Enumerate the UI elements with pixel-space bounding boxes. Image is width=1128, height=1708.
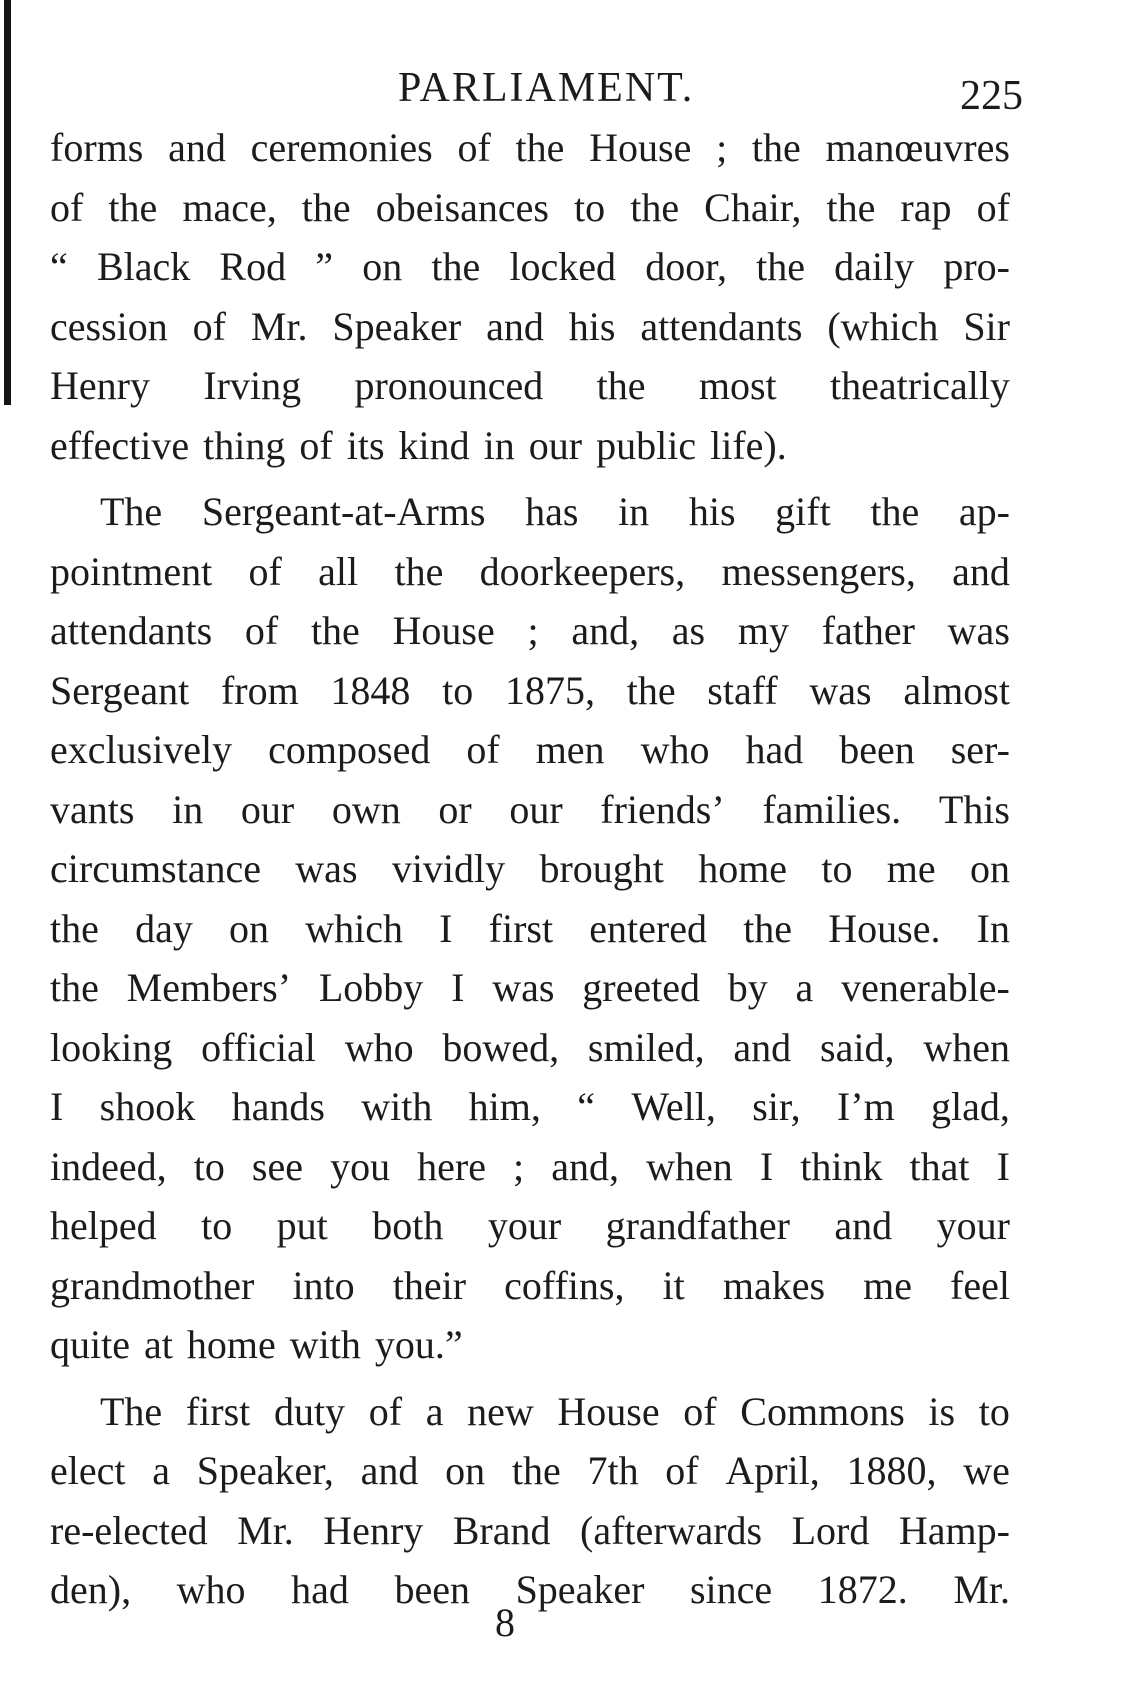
text-line: indeed, to see you here ; and, when I think that I <box>50 1143 1010 1189</box>
text-line: “ Black Rod ” on the locked door, the daily pro- <box>50 244 1010 289</box>
text-line: pointment of all the doorkeepers, messengers, and <box>50 548 1010 594</box>
text-line: cession of Mr. Speaker and his attendants (which Sir <box>50 303 1010 349</box>
text-line: grandmother into their coffins, it makes me feel <box>50 1262 1010 1308</box>
text-line: den), who had been Speaker since 1872. Mr. <box>50 1567 1010 1612</box>
page-header <box>0 58 1128 118</box>
text-line: re-elected Mr. Henry Brand (afterwards Lord Hamp- <box>50 1507 1010 1553</box>
text-line: The first duty of a new House of Commons is to <box>100 1388 1010 1434</box>
text-line: vants in our own or our friends’ families. This <box>50 786 1010 832</box>
page-number: 225 <box>960 73 1023 119</box>
text-line: the Members’ Lobby I was greeted by a venerable- <box>50 965 1010 1010</box>
text-line: elect a Speaker, and on the 7th of April, 1880, we <box>50 1448 1010 1493</box>
text-line: I shook hands with him, “ Well, sir, I’m glad, <box>50 1084 1010 1129</box>
text-line: circumstance was vividly brought home to me on <box>50 846 1010 891</box>
body-text <box>50 118 1010 1620</box>
text-line: of the mace, the obeisances to the Chair, the rap of <box>50 184 1010 230</box>
text-line: forms and ceremonies of the House ; the manœuvres <box>50 125 1010 170</box>
text-line: exclusively composed of men who had been ser- <box>50 727 1010 772</box>
text-line: quite at home with you.” <box>50 1322 463 1367</box>
running-head: PARLIAMENT. <box>398 65 695 111</box>
text-line: the day on which I first entered the House. In <box>50 905 1010 951</box>
text-line: looking official who bowed, smiled, and said, when <box>50 1024 1010 1070</box>
text-line: Sergeant from 1848 to 1875, the staff was almost <box>50 667 1010 713</box>
text-line: helped to put both your grandfather and your <box>50 1203 1010 1248</box>
signature-mark: 8 <box>495 1600 515 1645</box>
text-line: attendants of the House ; and, as my father was <box>50 608 1010 653</box>
text-line: The Sergeant-at-Arms has in his gift the ap- <box>100 489 1010 534</box>
text-line: effective thing of its kind in our public life). <box>50 422 787 468</box>
text-line: Henry Irving pronounced the most theatrically <box>50 363 1010 408</box>
